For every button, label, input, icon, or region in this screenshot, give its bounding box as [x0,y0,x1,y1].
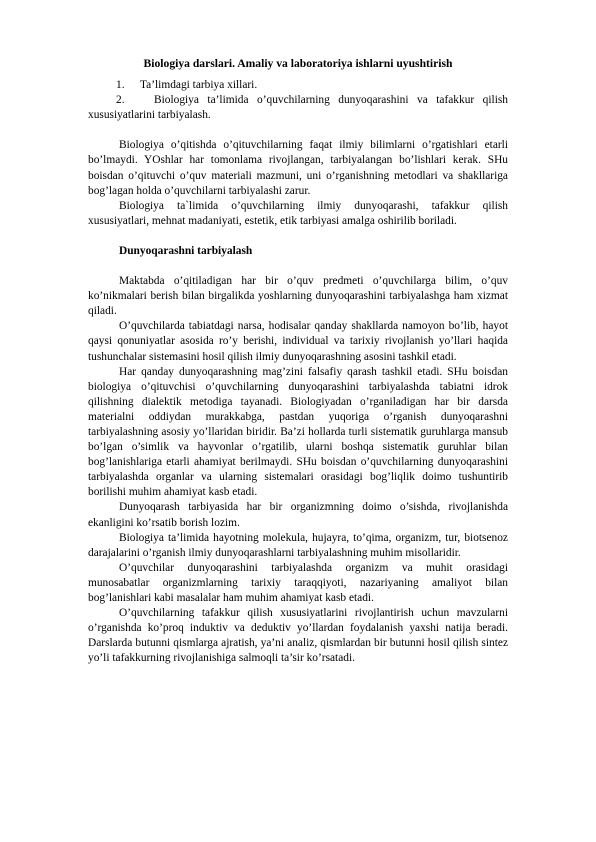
list-text: Biologiya ta’limida o’quvchilarning dunyoqarashini va tafakkur qilish xususiyatlarini tarbiyalash. [88,94,508,122]
section-heading: Dunyoqarashni tarbiyalash [119,244,253,257]
list-number: 1. [116,79,125,92]
paragraph: Maktabda o’qitiladigan har bir o’quv predmeti o’quvchilarga bilim, o’quv ko’nikmalari berish bilan birgalikda yoshlarning dunyoqarashini tarbiyalashga ham xizmat qiladi. [88,275,508,318]
list-item [88,78,508,93]
paragraph: Biologiya ta’limida hayotning molekula, hujayra, to’qima, organizm, tur, biotsenoz darajalarini o’rganish ilmiy dunyoqarashlarni tarbiyalashning muhim misollaridir. [88,531,508,559]
list-number: 2. [116,94,125,107]
paragraph: O’quvchilar dunyoqarashini tarbiyalashda organizm va muhit orasidagi munosabatlar organizmlarning tarixiy taraqqiyoti, nazariyaning amaliyot bilan bog’lanishlari kabi masalalar ham muhim ahamiyat kasb etadi. [88,561,508,604]
spacer [88,259,508,274]
paragraph: Biologiya o’qitishda o’qituvchilarning faqat ilmiy bilimlarni o’rgatishlari etarli bo’lmaydi. YOshlar har tomonlama rivojlangan, tarbiyalangan bo’lishlari kerak. SHu boisdan o’qituvchi o’quv materiali mazmuni, uni o’rganishning metodlari va shakllariga bog’lagan holda o’quvchilarni tarbiyalashi zarur. [88,139,508,197]
paragraph: Har qanday dunyoqarashning mag’zini falsafiy qarash tashkil etadi. SHu boisdan biologiya o’qituvchisi o’quvchilarning dunyoqarashini tarbiyalashda tabiatni idrok qilishning dialektik metodiga tayanadi. Biologiyadan o’rganiladigan har bir darsda materialni oddiydan murakkabga, pastdan yuqoriga o’rganish dunyoqarashni tarbiyalashning asosiy yo’llaridan biridir. Ba’zi hollarda turli sistematik guruhlarga mansub bo’lgan o’simlik va hayvonlar o’rgatilib, ularni boshqa sistematik guruhlar bilan bog’lanishlariga etarli ahamiyat berilmaydi. SHu boisdan o’quvchilarning dunyoqarashini tarbiyalashda organlar va ularning sistemalari orasidagi bog’liqlik doimo tushuntirib borilishi muhim ahamiyat kasb etadi. [88,365,508,499]
spacer [88,229,508,244]
list-item [88,93,508,123]
paragraph: O’quvchilarning tafakkur qilish xususiyatlarini rivojlantirish uchun mavzularni o’rganishda ko’proq induktiv va deduktiv yo’llardan foydalanish yaxshi natija beradi. Darslarda butunni qismlarga ajratish, ya’ni analiz, qismlardan bir butunni hosil qilish sintez yo’li tafakkurning rivojlanishiga salmoqli ta’sir ko’rsatadi. [88,607,508,665]
document-page [88,56,508,666]
paragraph: O’quvchilarda tabiatdagi narsa, hodisalar qanday shakllarda namoyon bo’lib, hayot qaysi qonuniyatlar asosida ro’y berishi, individual va tarixiy rivojlanish yo’llari haqida tushunchalar sistemasini hosil qilish ilmiy dunyoqarashning asosini tashkil etadi. [88,320,508,363]
spacer [88,123,508,138]
document-title: Biologiya darslari. Amaliy va laboratoriya ishlarni uyushtirish [143,57,453,70]
list-text: Ta’limdagi tarbiya xillari. [140,79,258,92]
paragraph: Biologiya ta`limida o’quvchilarning ilmiy dunyoqarashi, tafakkur qilish xususiyatlari, mehnat madaniyati, estetik, etik tarbiyasi amalga oshirilib boriladi. [88,199,508,227]
paragraph: Dunyoqarash tarbiyasida har bir organizmning doimo o’sishda, rivojlanishda ekanligini ko’rsatib borish lozim. [88,501,508,529]
